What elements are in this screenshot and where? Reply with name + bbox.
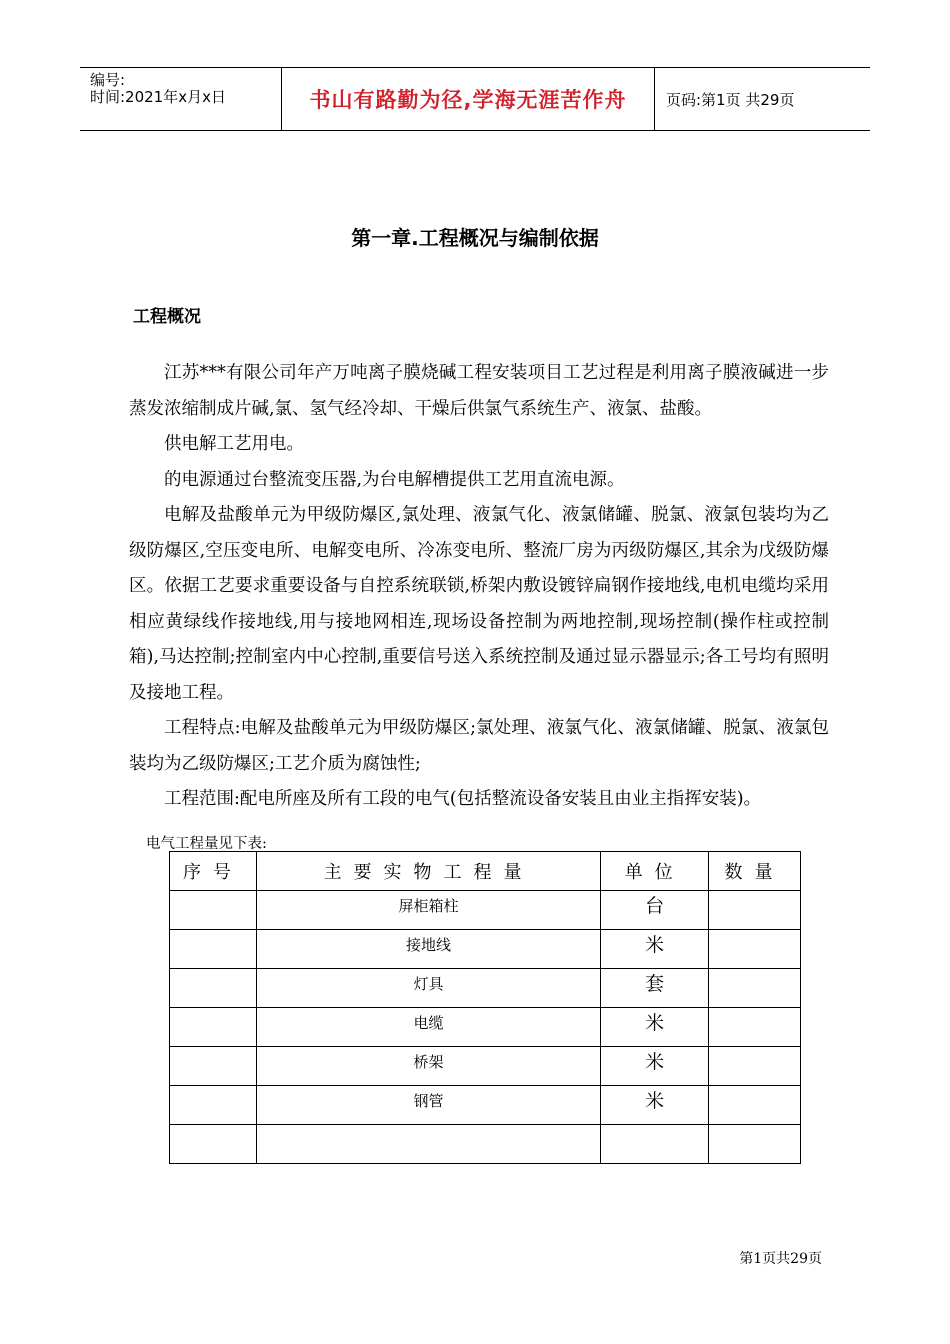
table-row bbox=[170, 891, 801, 930]
cell-item: 钢管 bbox=[256, 1086, 600, 1125]
cell-qty bbox=[709, 1047, 801, 1086]
header-no: 序号 bbox=[170, 852, 257, 891]
page-info: 页码:第1页 共29页 bbox=[666, 90, 795, 109]
cell-unit: 套 bbox=[601, 969, 709, 1008]
header-item: 主要实物工程量 bbox=[256, 852, 600, 891]
cell-unit: 米 bbox=[601, 1086, 709, 1125]
table-caption: 电气工程量见下表: bbox=[146, 836, 267, 852]
paragraph: 江苏***有限公司年产万吨离子膜烧碱工程安装项目工艺过程是利用离子膜液碱进一步蒸发浓缩制成片碱,氯、氢气经冷却、干燥后供氯气系统生产、液氯、盐酸。 bbox=[129, 363, 829, 419]
cell-item: 接地线 bbox=[256, 930, 600, 969]
cell-unit: 台 bbox=[601, 891, 709, 930]
table-row bbox=[170, 1086, 801, 1125]
table-row bbox=[170, 1047, 801, 1086]
cell-no bbox=[170, 969, 257, 1008]
cell-unit bbox=[601, 1125, 709, 1164]
header-qty: 数量 bbox=[709, 852, 801, 891]
cell-no bbox=[170, 1086, 257, 1125]
table-row bbox=[170, 969, 801, 1008]
header-motto-cell bbox=[281, 68, 655, 130]
paragraph: 工程特点:电解及盐酸单元为甲级防爆区;氯处理、液氯气化、液氯储罐、脱氯、液氯包装均为乙级防爆区;工艺介质为腐蚀性; bbox=[129, 718, 829, 774]
paragraph: 工程范围:配电所座及所有工段的电气(包括整流设备安装且由业主指挥安装)。 bbox=[164, 789, 762, 809]
cell-qty bbox=[709, 969, 801, 1008]
cell-no bbox=[170, 1008, 257, 1047]
cell-no bbox=[170, 891, 257, 930]
cell-qty bbox=[709, 1125, 801, 1164]
cell-item: 电缆 bbox=[256, 1008, 600, 1047]
cell-item: 灯具 bbox=[256, 969, 600, 1008]
quantity-table bbox=[169, 851, 801, 1164]
cell-qty bbox=[709, 891, 801, 930]
paragraph: 的电源通过台整流变压器,为台电解槽提供工艺用直流电源。 bbox=[164, 469, 625, 490]
header-unit: 单位 bbox=[601, 852, 709, 891]
cell-no bbox=[170, 1125, 257, 1164]
cell-qty bbox=[709, 930, 801, 969]
table-row bbox=[170, 930, 801, 969]
cell-item bbox=[256, 1125, 600, 1164]
cell-unit: 米 bbox=[601, 1047, 709, 1086]
cell-no bbox=[170, 1047, 257, 1086]
paragraph: 供电解工艺用电。 bbox=[164, 434, 304, 454]
chapter-title: 第一章.工程概况与编制依据 bbox=[351, 226, 599, 250]
paragraph: 电解及盐酸单元为甲级防爆区,氯处理、液氯气化、液氯储罐、脱氯、液氯包装均为乙级防爆区,空压变电所、电解变电所、冷冻变电所、整流厂房为丙级防爆区,其余为戊级防爆区。依据工艺要求重要设备与自控系统联锁,桥架内敷设镀锌扁钢作接地线,电机电缆均采用相应黄绿线作接地线,用与接地网相连,现场设备控制为两地控制,现场控制(操作柱或控制箱),马达控制;控制室内中心控制,重要信号送入系统控制及通过显示器显示;各工号均有照明及接地工程。 bbox=[129, 505, 829, 703]
header-page-cell bbox=[654, 68, 870, 130]
motto: 书山有路勤为径,学海无涯苦作舟 bbox=[309, 88, 627, 112]
cell-no bbox=[170, 930, 257, 969]
table-header-row bbox=[170, 852, 801, 891]
cell-qty bbox=[709, 1008, 801, 1047]
header-left-cell bbox=[80, 68, 281, 130]
cell-unit: 米 bbox=[601, 930, 709, 969]
table-row bbox=[170, 1008, 801, 1047]
page-footer: 第1页共29页 bbox=[739, 1251, 822, 1267]
table-row bbox=[170, 1125, 801, 1164]
section-title: 工程概况 bbox=[133, 307, 201, 327]
cell-unit: 米 bbox=[601, 1008, 709, 1047]
time-label: 时间:2021年x月x日 bbox=[90, 88, 226, 106]
number-label: 编号: bbox=[90, 71, 126, 89]
body-text bbox=[129, 356, 829, 818]
cell-item: 桥架 bbox=[256, 1047, 600, 1086]
cell-item: 屏柜箱柱 bbox=[256, 891, 600, 930]
page-header bbox=[80, 67, 870, 131]
cell-qty bbox=[709, 1086, 801, 1125]
